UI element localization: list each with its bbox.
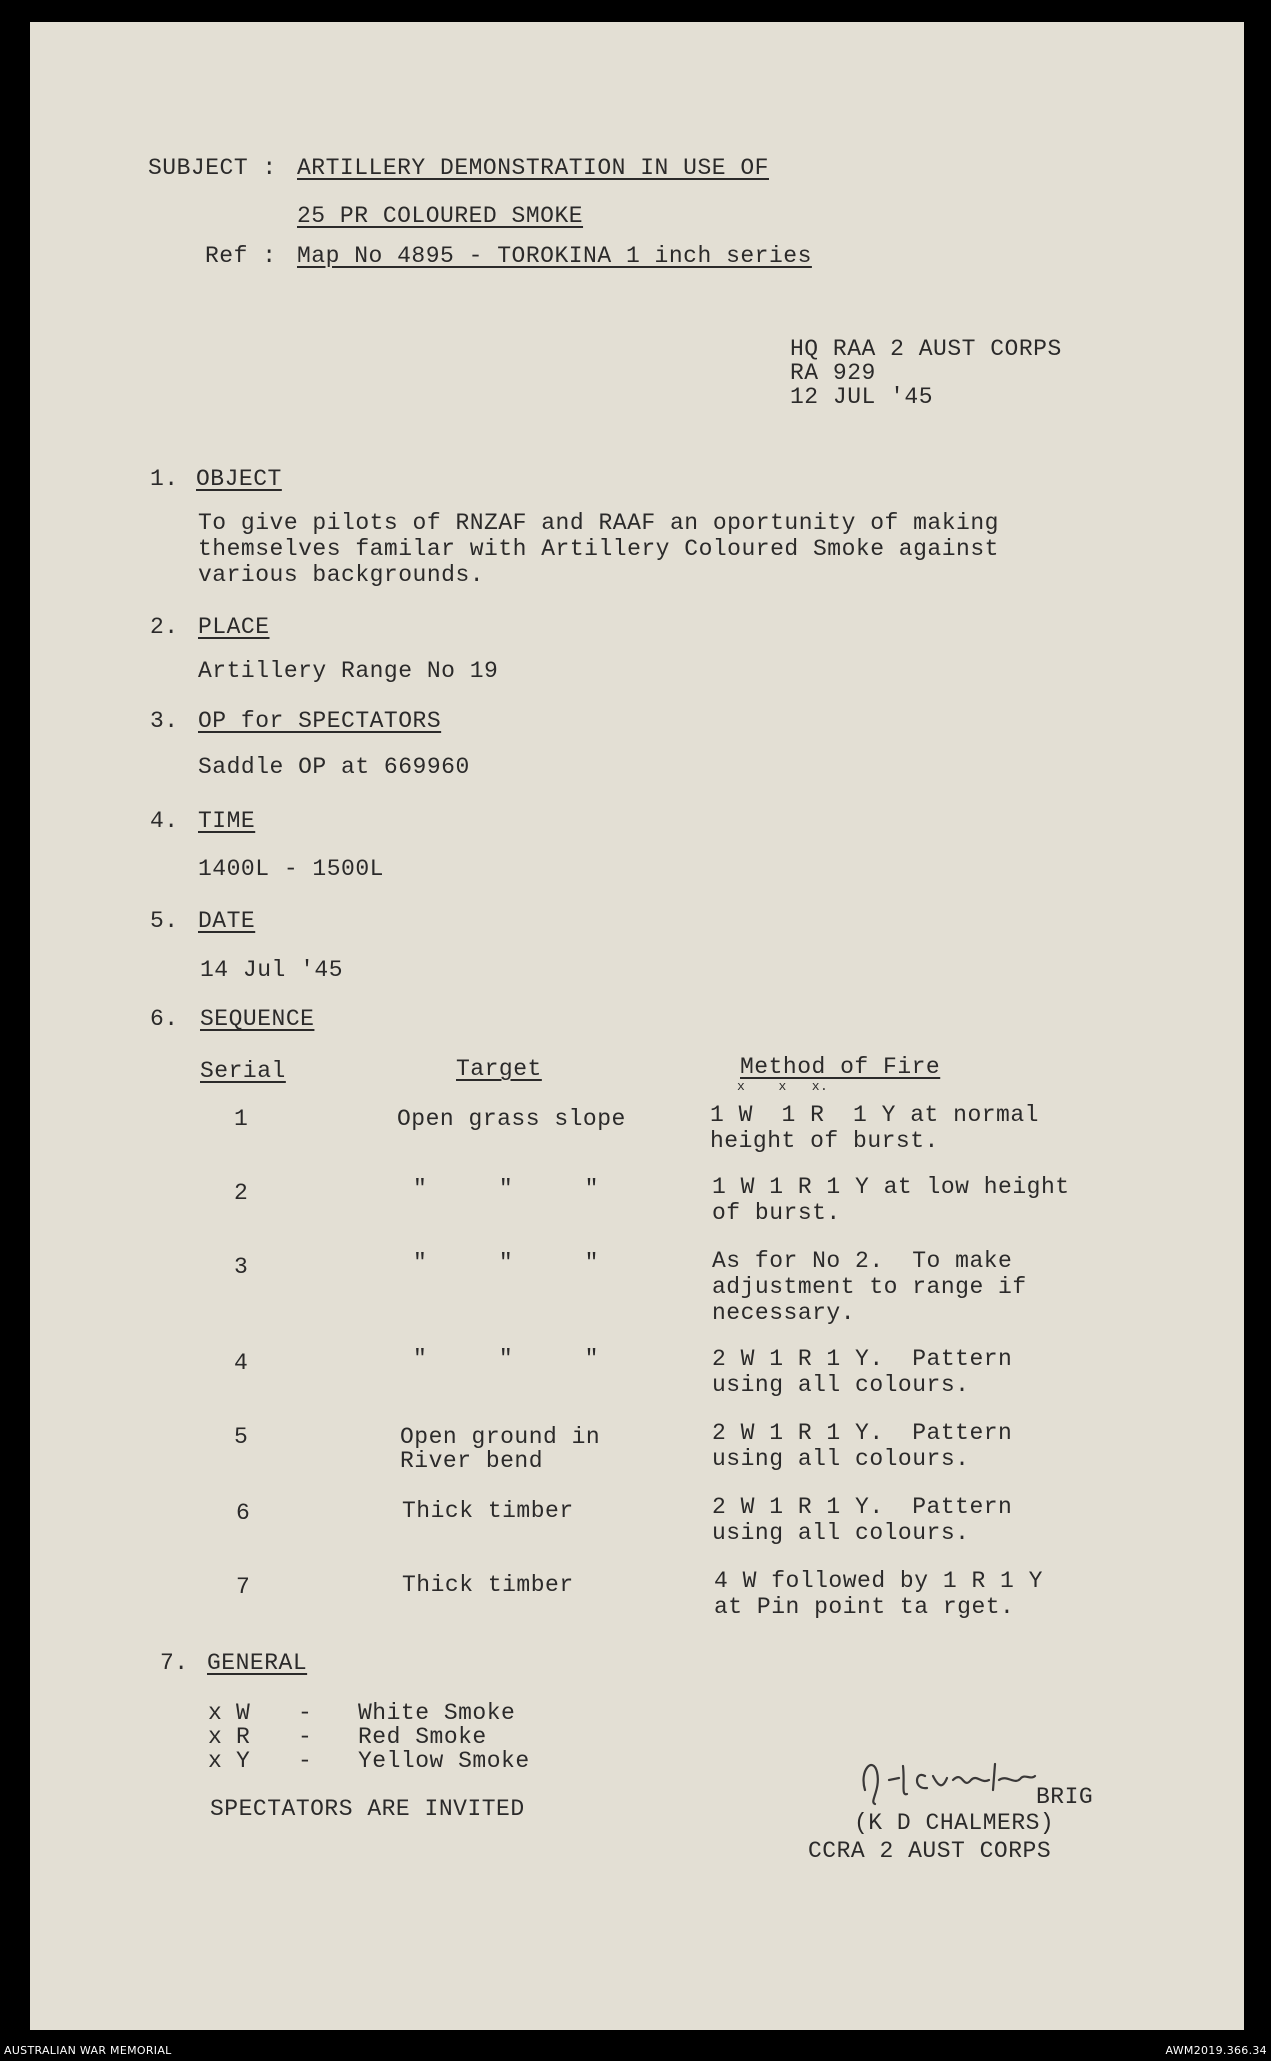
- row-target: " " ": [413, 1176, 599, 1202]
- table-header-serial: Serial: [200, 1058, 286, 1084]
- row-target: Open ground in: [400, 1424, 601, 1450]
- object-text-line: various backgrounds.: [198, 562, 485, 588]
- legend-desc: Red Smoke: [358, 1724, 487, 1750]
- row-method-line: using all colours.: [712, 1372, 970, 1398]
- object-text-line: themselves familar with Artillery Coloured Smoke against: [198, 536, 999, 562]
- place-text: Artillery Range No 19: [198, 658, 499, 684]
- section-number: 3.: [150, 708, 179, 734]
- legend-code: R: [236, 1724, 251, 1750]
- table-header-marks: x x x.: [737, 1079, 829, 1094]
- row-serial: 1: [234, 1106, 249, 1132]
- legend-mark: x: [208, 1700, 223, 1726]
- section-title-time: TIME: [198, 808, 256, 834]
- legend-dash: -: [298, 1724, 313, 1750]
- op-text: Saddle OP at 669960: [198, 754, 470, 780]
- section-number: 5.: [150, 908, 179, 934]
- section-title-op: OP for SPECTATORS: [198, 708, 442, 734]
- legend-mark: x: [208, 1748, 223, 1774]
- section-number: 4.: [150, 808, 179, 834]
- table-header-method: Method of Fire: [740, 1054, 941, 1080]
- row-target: Open grass slope: [397, 1106, 626, 1132]
- row-serial: 2: [234, 1180, 249, 1206]
- object-text-line: To give pilots of RNZAF and RAAF an oportunity of making: [198, 510, 999, 536]
- subject-line-1: ARTILLERY DEMONSTRATION IN USE OF: [297, 155, 769, 181]
- row-serial: 5: [234, 1424, 249, 1450]
- invitation-text: SPECTATORS ARE INVITED: [210, 1796, 525, 1822]
- row-method-line: 2 W 1 R 1 Y. Pattern: [712, 1420, 1013, 1446]
- row-method-line: of burst.: [712, 1200, 841, 1226]
- row-target: Thick timber: [402, 1572, 574, 1598]
- signatory-title: CCRA 2 AUST CORPS: [808, 1838, 1052, 1864]
- time-text: 1400L - 1500L: [198, 856, 384, 882]
- legend-dash: -: [298, 1748, 313, 1774]
- row-method-line: adjustment to range if: [712, 1274, 1027, 1300]
- archive-footer-left: AUSTRALIAN WAR MEMORIAL: [4, 2044, 172, 2057]
- row-method-line: 2 W 1 R 1 Y. Pattern: [712, 1346, 1013, 1372]
- section-number: 1.: [150, 466, 179, 492]
- row-method-line: 4 W followed by 1 R 1 Y: [714, 1568, 1043, 1594]
- row-serial: 7: [236, 1574, 251, 1600]
- legend-desc: White Smoke: [358, 1700, 516, 1726]
- issuer-line-2: RA 929: [790, 360, 876, 386]
- row-method-line: 1 W 1 R 1 Y at low height: [712, 1174, 1070, 1200]
- section-number: 6.: [150, 1006, 179, 1032]
- subject-label: SUBJECT :: [148, 155, 277, 181]
- row-method-line: at Pin point ta rget.: [714, 1594, 1015, 1620]
- row-serial: 3: [234, 1254, 249, 1280]
- legend-dash: -: [298, 1700, 313, 1726]
- row-target: " " ": [413, 1346, 599, 1372]
- row-serial: 6: [236, 1500, 251, 1526]
- issuer-line-1: HQ RAA 2 AUST CORPS: [790, 336, 1062, 362]
- date-text: 14 Jul '45: [200, 957, 344, 983]
- ref-label: Ref :: [205, 243, 277, 269]
- row-method-line: As for No 2. To make: [712, 1248, 1013, 1274]
- section-number: 7.: [160, 1650, 189, 1676]
- legend-code: Y: [236, 1748, 251, 1774]
- section-title-place: PLACE: [198, 614, 270, 640]
- row-method-line: using all colours.: [712, 1446, 970, 1472]
- section-title-sequence: SEQUENCE: [200, 1006, 315, 1032]
- row-method-line: 1 W 1 R 1 Y at normal: [710, 1102, 1039, 1128]
- section-title-general: GENERAL: [207, 1650, 308, 1676]
- legend-desc: Yellow Smoke: [358, 1748, 530, 1774]
- signatory-name: (K D CHALMERS): [854, 1810, 1055, 1836]
- row-target: " " ": [413, 1250, 599, 1276]
- legend-code: W: [236, 1700, 251, 1726]
- subject-line-2: 25 PR COLOURED SMOKE: [297, 203, 584, 229]
- legend-mark: x: [208, 1724, 223, 1750]
- row-method-line: using all colours.: [712, 1520, 970, 1546]
- section-number: 2.: [150, 614, 179, 640]
- row-serial: 4: [234, 1350, 249, 1376]
- row-method-line: necessary.: [712, 1300, 856, 1326]
- issuer-line-3: 12 JUL '45: [790, 384, 934, 410]
- archive-footer-right: AWM2019.366.34: [1165, 2044, 1267, 2057]
- row-target: Thick timber: [402, 1498, 574, 1524]
- row-target-line-2: River bend: [400, 1448, 544, 1474]
- section-title-object: OBJECT: [196, 466, 282, 492]
- table-header-target: Target: [456, 1056, 542, 1082]
- row-method-line: 2 W 1 R 1 Y. Pattern: [712, 1494, 1013, 1520]
- signatory-rank: BRIG: [1036, 1784, 1094, 1810]
- section-title-date: DATE: [198, 908, 256, 934]
- row-method-line: height of burst.: [710, 1128, 939, 1154]
- ref-value: Map No 4895 - TOROKINA 1 inch series: [297, 243, 812, 269]
